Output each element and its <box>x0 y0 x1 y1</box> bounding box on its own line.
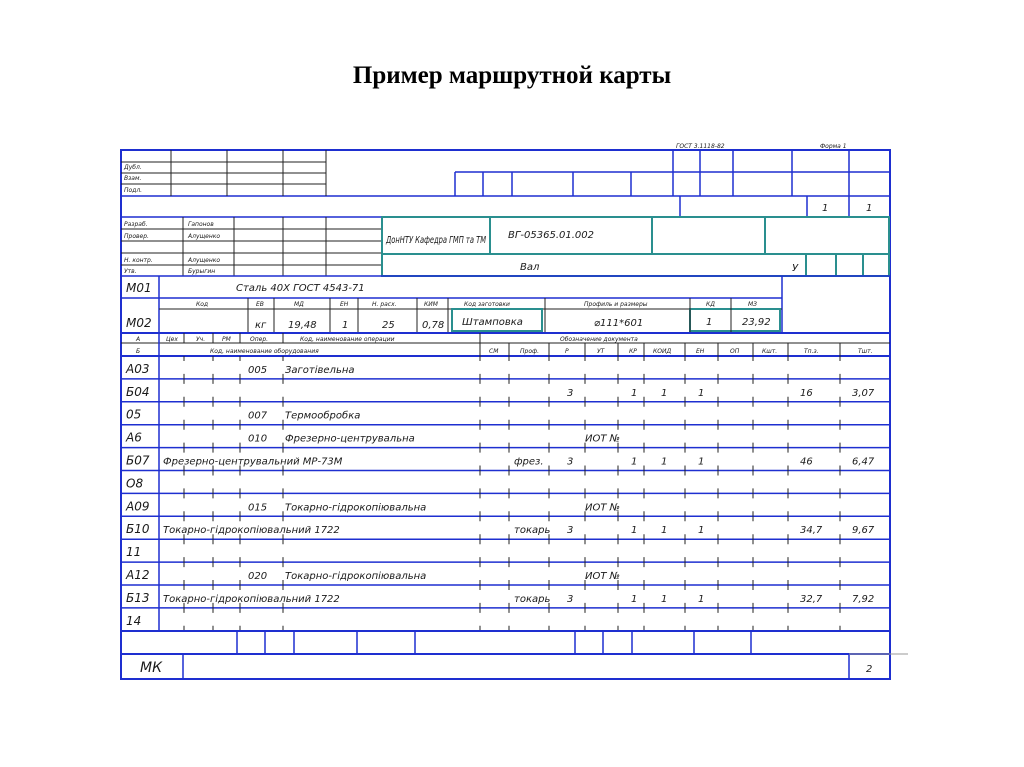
form-note: Форма 1 <box>820 143 847 150</box>
cell-tpz: 34,7 <box>800 525 823 537</box>
cell-doc: ИОТ № <box>585 433 621 445</box>
role-4: Н. контр. <box>124 257 153 264</box>
part-name: Вал <box>520 262 540 273</box>
colhead2-sm: СМ <box>489 348 499 355</box>
m02-v-zag: Штамповка <box>462 317 523 328</box>
cell-code: О8 <box>126 476 144 491</box>
m02-v-profile: ⌀111*601 <box>594 318 644 329</box>
table-grid <box>159 333 840 631</box>
cell-koid: 1 <box>698 593 705 605</box>
card-code: МК <box>140 660 163 676</box>
name-1: Гапонов <box>188 221 214 228</box>
cell-p: 3 <box>567 525 574 537</box>
colhead1-prefix: А <box>136 336 141 343</box>
m02-h-profile: Профиль и размеры <box>584 301 648 308</box>
colhead2-op: ОП <box>730 348 740 355</box>
cell-p: 3 <box>567 456 574 468</box>
cell-kr: 1 <box>661 387 668 399</box>
m02-v-md: 19,48 <box>288 320 317 331</box>
card-page: 2 <box>866 664 873 675</box>
m02-h-ev: ЕВ <box>256 301 264 308</box>
colhead1-uch: Уч. <box>196 336 206 343</box>
label-podl: Подл. <box>124 187 143 194</box>
m01-code: М01 <box>126 281 152 295</box>
cell-code: А12 <box>126 568 150 582</box>
m02-h-mz: МЗ <box>748 301 758 308</box>
page-title: Пример маршрутной карты <box>352 62 672 89</box>
cell-code: Б04 <box>126 384 150 399</box>
m02-h-nrash: Н. расх. <box>372 301 397 308</box>
cell-ut: 1 <box>631 593 638 605</box>
name-2: Алущенко <box>188 233 221 240</box>
cell-ut: 1 <box>631 456 638 468</box>
colhead2-tsht: Тшт. <box>858 348 873 355</box>
colhead2-ut: УТ <box>597 348 605 355</box>
doc-identity <box>382 217 889 276</box>
cell-koid: 1 <box>698 387 705 399</box>
cell-op: 007 <box>248 410 268 422</box>
approval-block <box>121 217 382 276</box>
cell-ut: 1 <box>631 525 638 537</box>
cell-text: Термообробка <box>285 410 361 422</box>
table-rows <box>121 356 890 631</box>
cell-tpz: 46 <box>800 456 813 468</box>
role-2: Провер. <box>124 233 149 240</box>
m02-h-en: ЕН <box>340 301 349 308</box>
m02-h-kim: КИМ <box>424 301 438 308</box>
cell-tsht: 3,07 <box>852 387 875 399</box>
colhead2-equipment: Код, наименование оборудования <box>210 348 319 355</box>
cell-tpz: 32,7 <box>800 593 823 605</box>
cell-tsht: 7,92 <box>852 593 875 605</box>
organization: ДонНТУ Кафедра ГМП та ТМ <box>385 235 487 246</box>
colhead2-tpz: Тп.з. <box>804 348 819 355</box>
cell-eq: Фрезерно-центрувальний МР-73М <box>163 456 343 468</box>
m02-h-kod: Код <box>196 301 209 308</box>
cell-prof: фрез. <box>514 456 544 468</box>
cell-code: 14 <box>126 613 142 628</box>
sheet-number: 1 <box>822 203 829 214</box>
cell-tsht: 9,67 <box>852 525 875 537</box>
top-stamp <box>121 150 890 217</box>
cell-eq: Токарно-гідрокопіювальний 1722 <box>163 525 340 537</box>
label-vzam: Взам. <box>124 175 142 182</box>
part-letter: У <box>792 263 799 274</box>
cell-text: Токарно-гідрокопіювальна <box>285 502 427 514</box>
cell-eq: Токарно-гідрокопіювальний 1722 <box>163 593 340 605</box>
cell-prof: токарь <box>514 525 551 537</box>
role-1: Разраб. <box>124 221 148 228</box>
cell-text: Фрезерно-центрувальна <box>285 433 415 445</box>
colhead2-prefix: Б <box>136 348 141 355</box>
bottom-stamp <box>121 631 908 679</box>
m02-v-nrash: 25 <box>382 320 395 331</box>
colhead1-doc: Обозначение документа <box>560 336 638 343</box>
name-4: Алущенко <box>188 257 221 264</box>
cell-tpz: 16 <box>800 387 813 399</box>
colhead2-koid: КОИД <box>653 348 672 355</box>
cell-kr: 1 <box>661 525 668 537</box>
cell-doc: ИОТ № <box>585 571 621 582</box>
column-headers <box>121 333 890 356</box>
cell-code: А6 <box>126 430 142 445</box>
sheets-count: 1 <box>866 203 873 214</box>
m02-v-ev: кг <box>255 320 267 331</box>
colhead2-prof: Проф. <box>520 348 540 355</box>
cell-op: 005 <box>248 364 268 376</box>
material-block <box>121 276 890 333</box>
standard-note: ГОСТ 3.1118-82 <box>676 143 725 150</box>
colhead1-rm: РМ <box>222 336 231 343</box>
m02-h-zag: Код заготовки <box>464 301 510 308</box>
cell-code: Б13 <box>126 590 150 605</box>
cell-op: 010 <box>248 433 268 445</box>
cell-tsht: 6,47 <box>852 456 875 468</box>
colhead2-r: Р <box>565 348 569 355</box>
m02-h-md: МД <box>294 301 304 308</box>
cell-kr: 1 <box>661 456 668 468</box>
cell-code: 11 <box>126 545 142 560</box>
m02-v-mz: 23,92 <box>742 317 771 328</box>
m02-h-kd: КД <box>706 301 715 308</box>
colhead1-ceh: Цех <box>166 336 178 343</box>
cell-code: 05 <box>126 407 142 422</box>
cell-op: 015 <box>248 502 268 514</box>
role-5: Утв. <box>124 268 137 275</box>
document-code: ВГ-05365.01.002 <box>508 230 595 241</box>
cell-p: 3 <box>567 387 574 399</box>
colhead2-kr: КР <box>629 348 637 355</box>
cell-text: Заготівельна <box>285 364 355 376</box>
m02-v-kim: 0,78 <box>422 320 445 331</box>
cell-koid: 1 <box>698 525 705 537</box>
colhead1-opname: Код, наименование операции <box>300 336 395 343</box>
cell-code: Б10 <box>126 522 150 537</box>
cell-op: 020 <box>248 571 268 582</box>
cell-p: 3 <box>567 593 574 605</box>
cell-ut: 1 <box>631 387 638 399</box>
colhead2-en: ЕН <box>696 348 705 355</box>
cell-code: А03 <box>126 361 150 376</box>
name-5: Бурыгин <box>188 268 216 275</box>
m01-material: Сталь 40Х ГОСТ 4543-71 <box>236 283 365 294</box>
colhead2-ksht: Кшт. <box>762 348 778 355</box>
m02-v-en: 1 <box>342 320 349 331</box>
cell-code: Б07 <box>126 453 150 468</box>
cell-text: Токарно-гідрокопіювальна <box>285 571 427 582</box>
m02-code: М02 <box>126 316 152 330</box>
cell-kr: 1 <box>661 593 668 605</box>
cell-code: А09 <box>126 499 150 514</box>
cell-doc: ИОТ № <box>585 502 621 514</box>
colhead1-oper: Опер. <box>250 336 269 343</box>
label-dubl: Дубл. <box>124 164 142 171</box>
cell-koid: 1 <box>698 456 705 468</box>
cell-prof: токарь <box>514 593 551 605</box>
m02-v-kd: 1 <box>706 317 713 328</box>
